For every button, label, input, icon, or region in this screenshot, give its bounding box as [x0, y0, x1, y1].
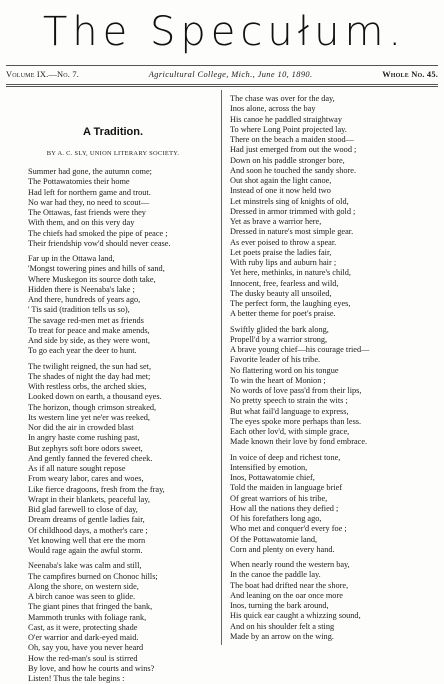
poem-line: The horizon, though crimson streaked, — [28, 402, 157, 412]
poem-line: Each other lov'd, with simple grace, — [230, 427, 350, 436]
poem-line: Yet here, methinks, in nature's child, — [230, 268, 351, 278]
bottom-rule — [6, 84, 438, 85]
top-rule — [6, 65, 438, 66]
poem-line: By love, and how he courts and wins? — [28, 663, 155, 673]
poem-line: Its western line yet ne'er was reeked, — [28, 412, 150, 422]
masthead-title-text: The Specułum — [42, 9, 389, 55]
poem-line: Wrapt in their blankets, peaceful lay, — [28, 494, 150, 504]
article-byline: BY A. C. SLY, UNION LITERARY SOCIETY. — [46, 150, 180, 157]
poem-line: Hidden there is Neenaba's lake ; — [28, 284, 135, 294]
poem-line: Where Muskegon its source doth take, — [28, 274, 156, 284]
volume-number: Volume IX.—No. 7. — [6, 70, 80, 79]
poem-line: Made by an arrow on the wing. — [230, 631, 334, 641]
column-divider — [221, 90, 222, 645]
poem-line: A birch canoe was seen to glide. — [28, 592, 136, 601]
poem-line: 'Mongst towering pines and hills of sand, — [28, 264, 165, 274]
poem-line: ' Tis said (tradition tells us so), — [28, 305, 130, 315]
poem-line: A brave young chief—his courage tried— — [230, 345, 370, 354]
poem-line: There on the beach a maiden stood— — [230, 135, 354, 144]
poem-column-right — [230, 94, 440, 642]
poem-line: Listen! Thus the tale begins : — [28, 674, 125, 683]
poem-line: But zephyrs soft bore odors sweet, — [28, 443, 143, 453]
poem-line: The chiefs had smoked the pipe of peace ; — [28, 228, 168, 238]
poem-line: The shades of night the day had met; — [28, 371, 151, 381]
poem-line: His canoe he paddled straightway — [230, 114, 342, 124]
poem-line: Down on his paddle stronger bore, — [230, 155, 345, 165]
poem-line: And side by side, as they were wont, — [28, 336, 150, 345]
poem-line: The chase was over for the day, — [230, 94, 335, 103]
poem-line: Let minstrels sing of knights of old, — [230, 196, 349, 206]
poem-line: The Ottawas, fast friends were they — [28, 208, 146, 217]
poem-line: Mammoth trunks with foliage rank, — [28, 612, 147, 622]
poem-line: The savage red-men met as friends — [28, 315, 144, 325]
poem-line: Innocent, free, fearless and wild, — [230, 278, 339, 288]
poem-line: In angry haste come rushing past, — [28, 433, 140, 443]
poem-line: In the canoe the paddle lay. — [230, 570, 321, 580]
poem-line: In voice of deep and richest tone, — [230, 452, 341, 462]
poem-line: And gently fanned the fevered cheek. — [28, 453, 153, 463]
poem-line: Summer had gone, the autumn come; — [28, 167, 152, 176]
bottom-rule-double — [6, 86, 438, 87]
poem-line: With them, and on this very day — [28, 218, 135, 228]
poem-line: Inos, turning the bark around, — [230, 601, 329, 610]
poem-line: Nor did the air in crowded blast — [28, 423, 134, 432]
poem-line: And leaning on the oar once more — [230, 590, 343, 600]
poem-line: With ruby lips and auburn hair ; — [230, 258, 337, 267]
poem-line: Like fierce dragoons, fresh from the fray, — [28, 484, 165, 494]
poem-line: And on his shoulder felt a sting — [230, 621, 335, 631]
poem-line: Favorite leader of his tribe. — [230, 355, 321, 365]
poem-line: No flattering word on his tongue — [230, 365, 339, 375]
poem-line: Propell'd by a warrior strong, — [230, 334, 328, 344]
poem-line: How the red-man's soul is stirred — [28, 653, 138, 663]
poem-line: Yet as brave a warrior here, — [230, 217, 322, 226]
poem-line: As if all nature sought repose — [28, 464, 126, 473]
poem-line: As ever poised to throw a spear. — [230, 237, 337, 247]
poem-line: No words of love pass'd from their lips, — [230, 386, 362, 395]
poem-line: Cast, as it were, protecting shade — [28, 622, 138, 632]
poem-line: His quick ear caught a whizzing sound, — [230, 611, 361, 621]
poem-line: Had just emerged from out the wood ; — [230, 145, 357, 155]
poem-line: Instead of one it now held two — [230, 186, 331, 196]
poem-line: No war had they, no need to scout— — [28, 197, 150, 207]
poem-line: Had left for northern game and trout. — [28, 187, 151, 197]
poem-line: To treat for peace and make amends, — [28, 325, 150, 335]
poem-line: Along the shore, on western side, — [28, 581, 139, 591]
poem-line: Looked down on earth, a thousand eyes. — [28, 392, 162, 402]
poem-line: Made known their love by fond embrace. — [230, 437, 368, 447]
poem-line: Corn and plenty on every hand. — [230, 544, 335, 554]
whole-number: Whole No. 45. — [382, 70, 438, 79]
poem-line: To where Long Point projected lay. — [230, 124, 347, 134]
poem-line: Dressed in nature's most simple gear. — [230, 227, 354, 237]
poem-line: With restless orbs, the arched skies, — [28, 382, 147, 391]
poem-line: Out shot again the light canoe, — [230, 176, 332, 185]
poem-line: Intensified by emotion, — [230, 462, 308, 472]
poem-line: Let poets praise the ladies fair, — [230, 247, 332, 257]
poem-line: Told the maiden in language brief — [230, 483, 343, 493]
poem-line: Yet knowing well that ere the morn — [28, 535, 146, 545]
poem-line: From weary labor, cares and woes, — [28, 474, 144, 484]
poem-line: Their friendship vow'd should never cease. — [28, 238, 171, 248]
poem-line: Neenaba's lake was calm and still, — [28, 561, 142, 571]
poem-line: When nearly round the western bay, — [230, 560, 350, 569]
masthead-period: . — [388, 9, 402, 55]
poem-line: No pretty speech to strain the wits ; — [230, 396, 348, 406]
poem-line: And soon he touched the sandy shore. — [230, 165, 357, 175]
poem-line: The eyes spoke more perhaps than less. — [230, 416, 362, 426]
poem-line: Dream dreams of gentle ladies fair, — [28, 515, 145, 525]
poem-line: But what fail'd language to express, — [230, 406, 349, 416]
poem-line: O'er warrior and dark-eyed maid. — [28, 633, 139, 642]
poem-line: The perfect form, the laughing eyes, — [230, 299, 351, 308]
poem-line: Inos alone, across the bay — [230, 104, 316, 114]
poem-line: The dusky beauty all unsoiled, — [230, 288, 332, 298]
poem-line: The boat had drifted near the shore, — [230, 580, 349, 590]
poem-line: Of childhood days, a mother's care ; — [28, 525, 148, 535]
poem-line: Swiftly glided the bark along, — [230, 324, 329, 334]
poem-line: Who met and conquer'd every foe ; — [230, 524, 347, 534]
poem-line: Of his forefathers long ago, — [230, 514, 322, 523]
masthead-title — [0, 4, 444, 60]
issue-line — [6, 67, 438, 83]
article-title: A Tradition. — [82, 126, 144, 138]
poem-line: Of great warriors of his tribe, — [230, 493, 328, 503]
poem-line: Would rage again the awful storm. — [28, 546, 143, 555]
poem-line: To win the heart of Monion ; — [230, 375, 326, 385]
poem-line: To go each year the deer to hunt. — [28, 346, 137, 356]
poem-line: The campfires burned on Chonoc hills; — [28, 571, 158, 581]
poem-line: How all the nations they defied ; — [230, 503, 339, 513]
poem-line: Far up in the Ottawa land, — [28, 254, 115, 263]
poem-line: The Pottawatomies their home — [28, 177, 130, 187]
poem-line: Bid glad farewell to close of day, — [28, 505, 138, 514]
poem-line: Dressed in armor trimmed with gold ; — [230, 206, 356, 216]
poem-line: The twilight reigned, the sun had set, — [28, 361, 152, 371]
poem-line: The giant pines that fringed the bank, — [28, 602, 153, 612]
poem-line: And there, hundreds of years ago, — [28, 295, 141, 304]
poem-line: Of the Pottawatomie land, — [230, 534, 318, 544]
poem-column-left — [28, 167, 218, 684]
poem-line: A better theme for poet's praise. — [230, 309, 336, 319]
poem-line: Inos, Pottawatomie chief, — [230, 473, 315, 482]
poem-line: Oh, say you, have you never heard — [28, 643, 144, 653]
place-date: Agricultural College, Mich., June 10, 1890. — [148, 70, 313, 79]
